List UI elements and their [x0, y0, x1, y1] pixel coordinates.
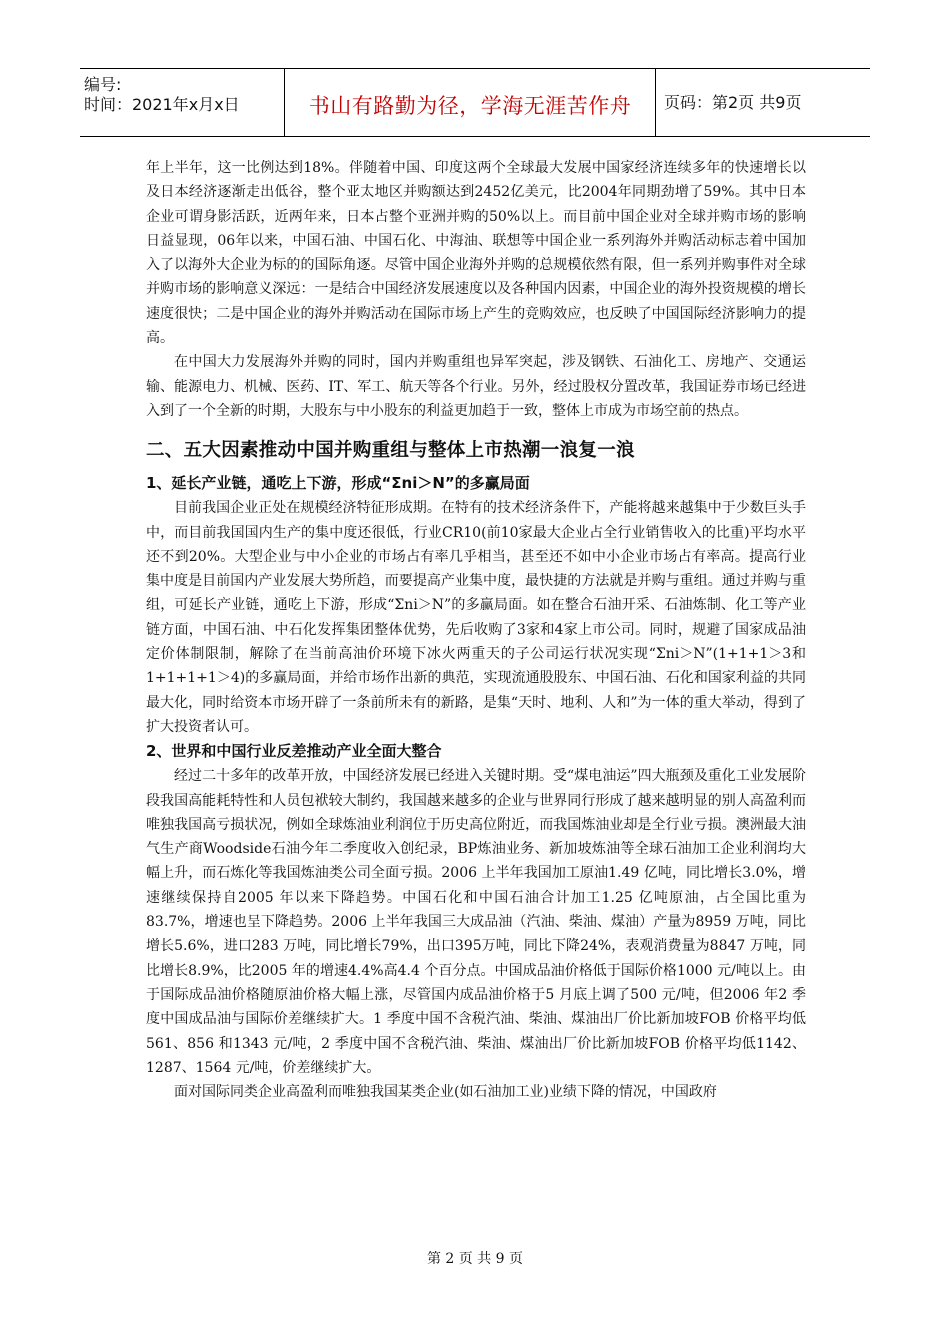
page-header — [80, 68, 870, 138]
page-footer: 第 2 页 共 9 页 — [426, 1251, 524, 1267]
header-motto: 书山有路勤为径，学海无涯苦作舟 — [308, 94, 632, 118]
subsection-heading: 2、世界和中国行业反差推动产业全面大整合 — [146, 742, 442, 761]
paragraph: 面对国际同类企业高盈利而唯独我国某类企业(如石油加工业)业绩下降的情况，中国政府 — [174, 1084, 717, 1101]
subsection-heading: 1、延长产业链，通吃上下游，形成“Σni＞N”的多赢局面 — [146, 474, 530, 493]
paragraph: 经过二十多年的改革开放，中国经济发展已经进入关键时期。受“煤电油运”四大瓶颈及重化工业发展阶段我国高能耗特性和人员包袱较大制约，我国越来越多的企业与世界同行形成了越来越明显的别人高盈利而唯独我国高亏损状况，例如全球炼油业利润位于历史高位附近，而我国炼油业却是全行业亏损。澳洲最大油气生产商Woodside石油今年二季度收入创纪录，BP炼油业务、新加坡炼油等全球石油加工企业利润均大幅上升，而石炼化等我国炼油类公司全面亏损。2006 上半年我国加工原油1.49 亿吨，同比增长3.0%，增速继续保持自2005 年以来下降趋势。中国石化和中国石油合计加工1.25 亿吨原油，占全国比重为83.7%，增速也呈下降趋势。2006 上半年我国三大成品油（汽油、柴油、煤油）产量为8959 万吨，同比增长5.6%，进口283 万吨，同比增长79%，出口395万吨，同比下降24%，表观消费量为8847 万吨，同比增长8.9%，比2005 年的增速4.4%高4.4 个百分点。中国成品油价格低于国际价格1000 元/吨以上。由于国际成品油价格随原油价格大幅上涨，尽管国内成品油价格于5 月底上调了500 元/吨，但2006 年2 季度中国成品油与国际价差继续扩大。1 季度中国不含税汽油、柴油、煤油出厂价比新加坡FOB 价格平均低561、856 和1343 元/吨，2 季度中国不含税汽油、柴油、煤油出厂价比新加坡FOB 价格平均低1142、1287、1564 元/吨，价差继续扩大。 — [146, 768, 806, 1076]
paragraph: 目前我国企业正处在规模经济特征形成期。在特有的技术经济条件下，产能将越来越集中于少数巨头手中，而目前我国国内生产的集中度还很低，行业CR10(前10家最大企业占全行业销售收入的比重)平均水平还不到20%。大型企业与中小企业的市场占有率几乎相当，甚至还不如中小企业市场占有率高。提高行业集中度是目前国内产业发展大势所趋，而要提高产业集中度，最快捷的方法就是并购与重组。通过并购与重组，可延长产业链，通吃上下游，形成“Σni＞N”的多赢局面。如在整合石油开采、石油炼制、化工等产业链方面，中国石油、中石化发挥集团整体优势，先后收购了3家和4家上市公司。同时，规避了国家成品油定价体制限制，解除了在当前高油价环境下冰火两重天的子公司运行状况实现“Σni＞N”(1+1+1＞3和1+1+1+1＞4)的多赢局面，并给市场作出新的典范，实现流通股股东、中国石油、石化和国家利益的共同最大化，同时给资本市场开辟了一条前所未有的新路，是集“天时、地利、人和”为一体的重大举动，得到了扩大投资者认可。 — [146, 500, 806, 735]
header-page-info: 页码：第2页 共9页 — [664, 93, 802, 112]
header-number-label: 编号: — [84, 75, 122, 94]
header-divider — [655, 68, 656, 136]
document-body — [146, 156, 806, 1104]
header-meta — [80, 68, 284, 136]
header-date: 时间：2021年x月x日 — [84, 95, 240, 114]
paragraph: 年上半年，这一比例达到18%。伴随着中国、印度这两个全球最大发展中国家经济连续多年的快速增长以及日本经济逐渐走出低谷，整个亚太地区并购额达到2452亿美元，比2004年同期劲增了59%。其中日本企业可谓身影活跃，近两年来，日本占整个亚洲并购的50%以上。而目前中国企业对全球并购市场的影响日益显现，06年以来，中国石油、中国石化、中海油、联想等中国企业一系列海外并购活动标志着中国加入了以海外大企业为标的的国际角逐。尽管中国企业海外并购的总规模依然有限，但一系列并购事件对全球并购市场的影响意义深远：一是结合中国经济发展速度以及各种国内因素，中国企业的海外投资规模的增长速度很快；二是中国企业的海外并购活动在国际市场上产生的竞购效应，也反映了中国国际经济影响力的提高。 — [146, 160, 806, 347]
paragraph: 在中国大力发展海外并购的同时，国内并购重组也异军突起，涉及钢铁、石油化工、房地产、交通运输、能源电力、机械、医药、IT、军工、航天等各个行业。另外，经过股权分置改革，我国证券市场已经进入到了一个全新的时期，大股东与中小股东的利益更加趋于一致，整体上市成为市场空前的热点。 — [146, 354, 806, 419]
section-heading: 二、五大因素推动中国并购重组与整体上市热潮一浪复一浪 — [146, 440, 635, 462]
header-bottom-rule — [80, 136, 870, 137]
